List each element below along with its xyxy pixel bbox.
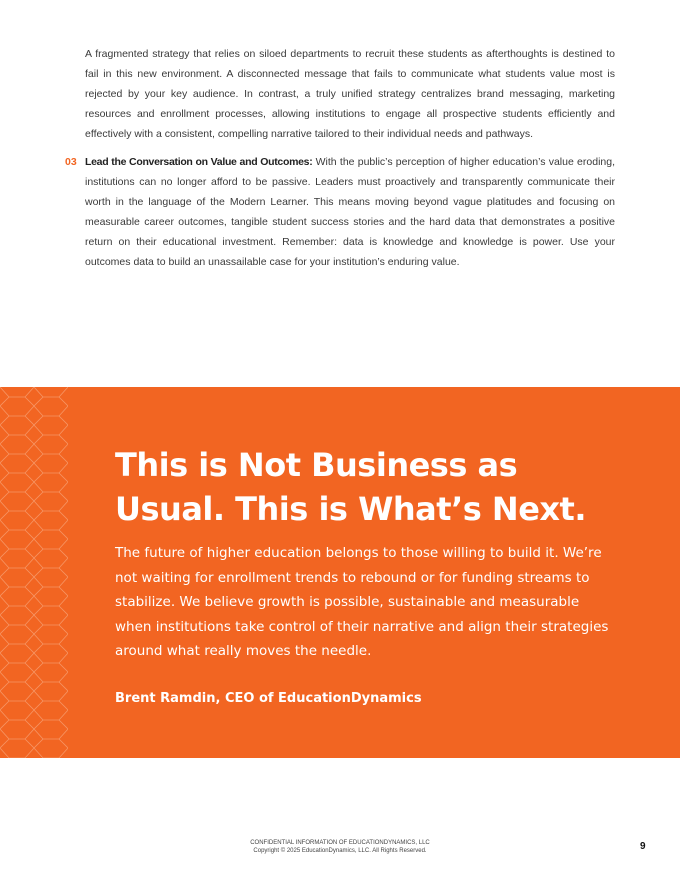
- banner-quote: The future of higher education belongs to those willing to build it. We’re not waiting for enrollment trends to rebound or for funding streams to stabilize. We believe growth is possible, sustainable and measurable when institutions take control of their narrative and align their strategies around what really moves the needle.: [115, 545, 609, 659]
- body-paragraph: A fragmented strategy that relies on siloed departments to recruit these students as afterthoughts is destined to fail in this new environment. A disconnected message that fails to communicate what students value most is rejected by your key audience. In contrast, a truly unified strategy centralizes brand messaging, marketing resources and enrollment processes, allowing institutions to engage all prospective students efficiently and effectively with a consistent, compelling narrative tailored to their individual needs and pathways.: [85, 48, 615, 140]
- quote-author: Brent Ramdin, CEO of EducationDynamics: [115, 691, 422, 706]
- quote-banner: [0, 387, 680, 758]
- item-heading: Lead the Conversation on Value and Outcomes:: [85, 156, 313, 168]
- page-number: 9: [640, 841, 646, 852]
- item-text: With the public’s perception of higher education’s value eroding, institutions can no longer afford to be passive. Leaders must proactively and transparently communicate their worth in the language of the Modern Learner. This means moving beyond vague platitudes and focusing on measurable career outcomes, tangible student success stories and the hard data that demonstrates a positive return on their educational investment. Remember: data is knowledge and knowledge is power. Use your outcomes data to build an unassailable case for your institution’s enduring value.: [85, 156, 615, 268]
- copyright-notice: Copyright © 2025 EducationDynamics, LLC. All Rights Reserved.: [253, 848, 427, 854]
- confidential-notice: CONFIDENTIAL INFORMATION OF EDUCATIONDYNAMICS, LLC: [250, 840, 430, 846]
- numbered-item-03: [65, 152, 615, 272]
- hexagon-pattern-icon: [0, 387, 68, 758]
- item-number: 03: [65, 156, 77, 168]
- page-footer: [0, 839, 680, 855]
- banner-headline: This is Not Business as Usual. This is What’s Next.: [115, 446, 586, 528]
